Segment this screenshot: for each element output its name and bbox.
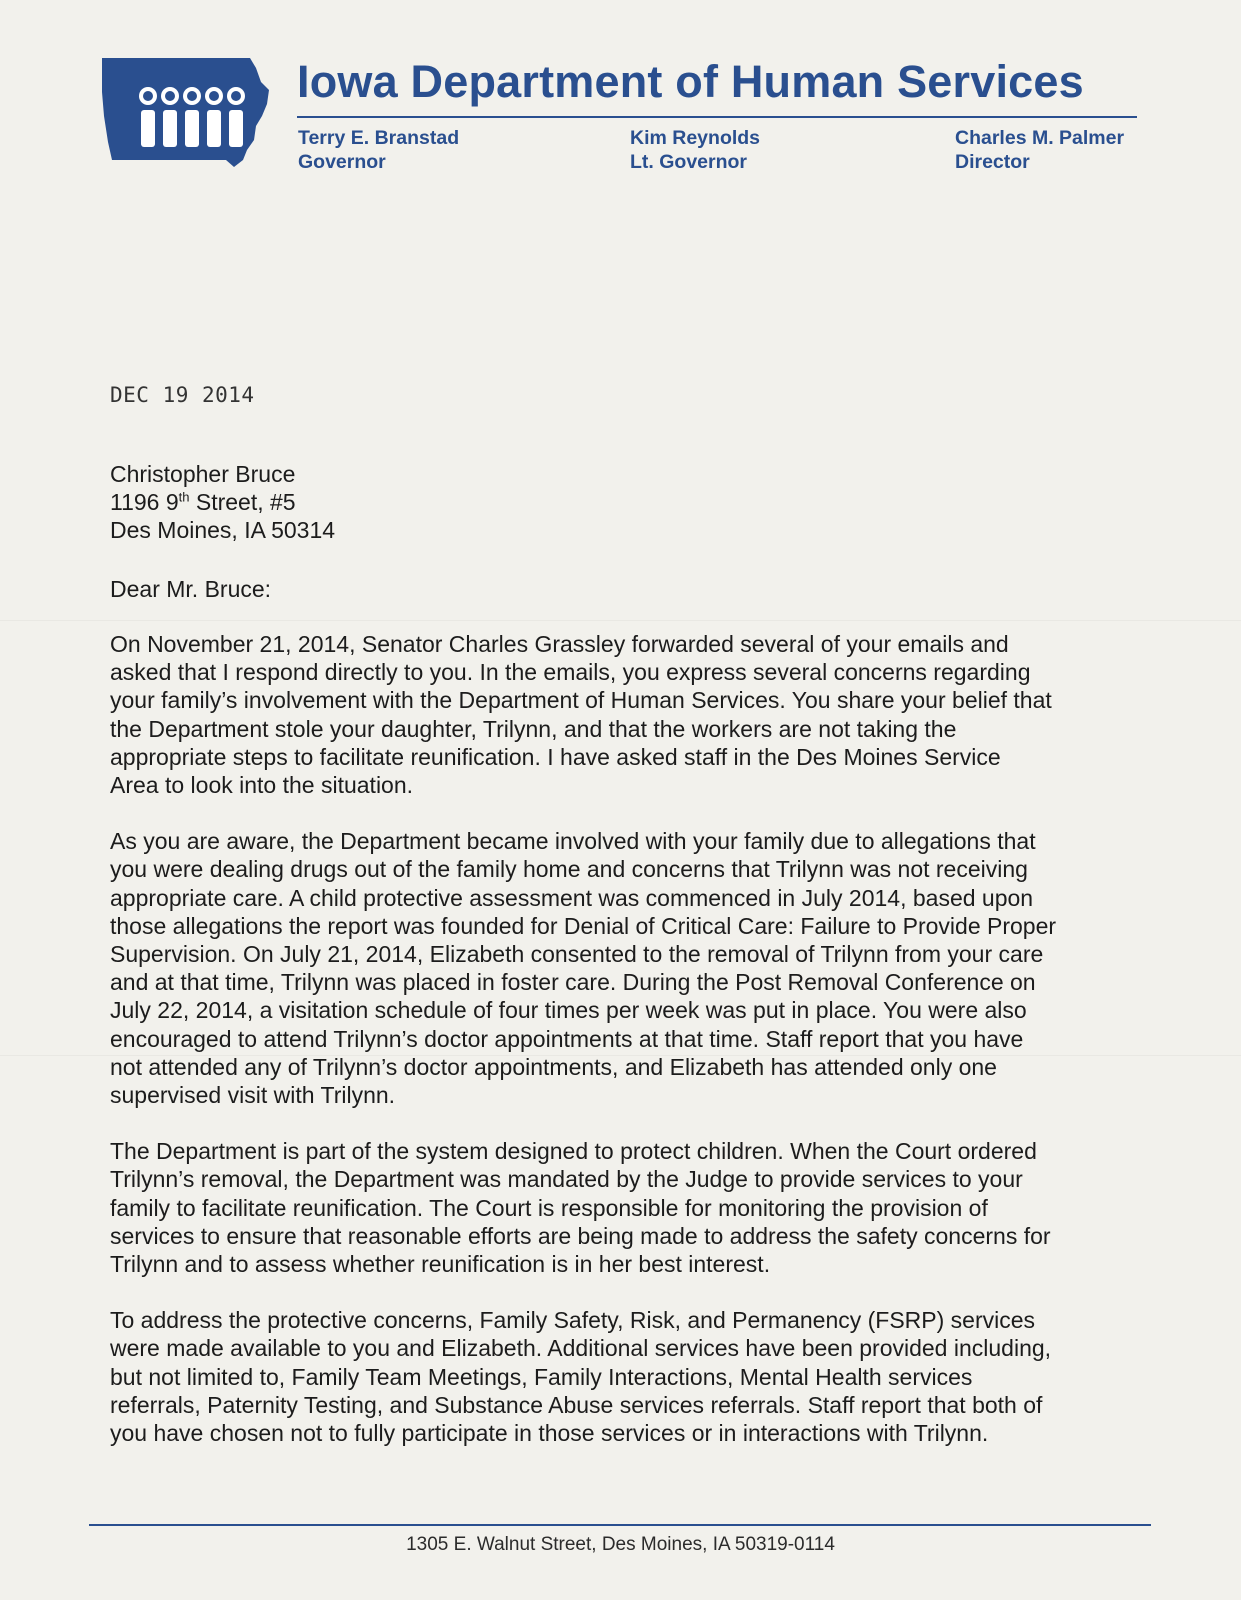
body-line: you have chosen not to fully participate in those services or in interactions with Trilynn.: [110, 1420, 989, 1447]
official-director: [955, 126, 1124, 174]
official-name: Charles M. Palmer: [955, 127, 1125, 149]
body-line: appropriate steps to facilitate reunification. I have asked staff in the Des Moines Service: [110, 743, 1001, 770]
body-line: Trilynn’s removal, the Department was mandated by the Judge to provide services to your: [110, 1166, 1023, 1193]
iowa-dhs-logo-icon: [98, 56, 278, 168]
body-line: you were dealing drugs out of the family home and concerns that Trilynn was not receiving: [110, 856, 1028, 883]
body-paragraph: [110, 827, 1140, 1109]
recipient-street: [110, 488, 335, 516]
body-line: On November 21, 2014, Senator Charles Grassley forwarded several of your emails and: [110, 631, 1009, 657]
body-line: To address the protective concerns, Family Safety, Risk, and Permanency (FSRP) services: [110, 1307, 1036, 1334]
body-line: Supervision. On July 21, 2014, Elizabeth consented to the removal of Trilynn from your care: [110, 941, 1044, 968]
body-line: but not limited to, Family Team Meetings, Family Interactions, Mental Health services: [110, 1363, 973, 1390]
body-line: appropriate care. A child protective assessment was commenced in July 2014, based upon: [110, 884, 1034, 911]
official-governor: [298, 126, 459, 174]
official-name: Terry E. Branstad: [298, 127, 460, 149]
official-name: Kim Reynolds: [630, 127, 761, 149]
body-paragraph: [110, 630, 1140, 799]
letter-body: [110, 630, 1140, 1475]
date-stamp: DEC 19 2014: [110, 383, 255, 407]
department-title: Iowa Department of Human Services: [297, 56, 1084, 107]
body-paragraph: [110, 1137, 1140, 1278]
street-suffix: th: [178, 489, 190, 505]
salutation: Dear Mr. Bruce:: [110, 576, 272, 602]
body-line: the Department stole your daughter, Trilynn, and that the workers are not taking the: [110, 715, 957, 742]
body-line: services to ensure that reasonable efforts are being made to address the safety concerns for: [110, 1222, 1051, 1249]
recipient-city: Des Moines, IA 50314: [110, 517, 336, 543]
fold-mark: [0, 620, 1241, 621]
footer-rule: [89, 1524, 1151, 1526]
official-role: Lt. Governor: [630, 151, 748, 173]
body-paragraph: [110, 1306, 1140, 1447]
body-line: those allegations the report was founded for Denial of Critical Care: Failure to Provide Proper: [110, 912, 1057, 939]
recipient-address: [110, 460, 335, 544]
body-line: As you are aware, the Department became involved with your family due to allegations that: [110, 828, 1036, 855]
footer-address: 1305 E. Walnut Street, Des Moines, IA 50319-0114: [406, 1534, 835, 1555]
street-number: 1196 9: [110, 489, 179, 515]
body-line: your family’s involvement with the Department of Human Services. You share your belief that: [110, 687, 1052, 714]
body-line: supervised visit with Trilynn.: [110, 1082, 396, 1109]
official-role: Director: [955, 151, 1030, 173]
body-line: and at that time, Trilynn was placed in foster care. During the Post Removal Conference on: [110, 969, 1036, 996]
body-line: encouraged to attend Trilynn’s doctor appointments at that time. Staff report that you have: [110, 1025, 1024, 1052]
body-line: referrals, Paternity Testing, and Substance Abuse services referrals. Staff report that both of: [110, 1391, 1043, 1418]
official-lt-governor: [630, 126, 760, 174]
recipient-name: Christopher Bruce: [110, 461, 296, 487]
body-line: family to facilitate reunification. The Court is responsible for monitoring the provision of: [110, 1194, 988, 1221]
body-line: asked that I respond directly to you. In the emails, you express several concerns regarding: [110, 659, 1031, 686]
body-line: Trilynn and to assess whether reunification is in her best interest.: [110, 1251, 771, 1278]
body-line: July 22, 2014, a visitation schedule of four times per week was put in place. You were also: [110, 997, 1027, 1024]
header-rule: [297, 116, 1137, 118]
body-line: not attended any of Trilynn’s doctor appointments, and Elizabeth has attended only one: [110, 1053, 997, 1080]
body-line: The Department is part of the system designed to protect children. When the Court ordered: [110, 1138, 1037, 1165]
body-line: Area to look into the situation.: [110, 772, 414, 799]
street-rest: Street, #5: [189, 489, 296, 515]
body-line: were made available to you and Elizabeth. Additional services have been provided including,: [110, 1335, 1052, 1362]
official-role: Governor: [298, 151, 386, 173]
